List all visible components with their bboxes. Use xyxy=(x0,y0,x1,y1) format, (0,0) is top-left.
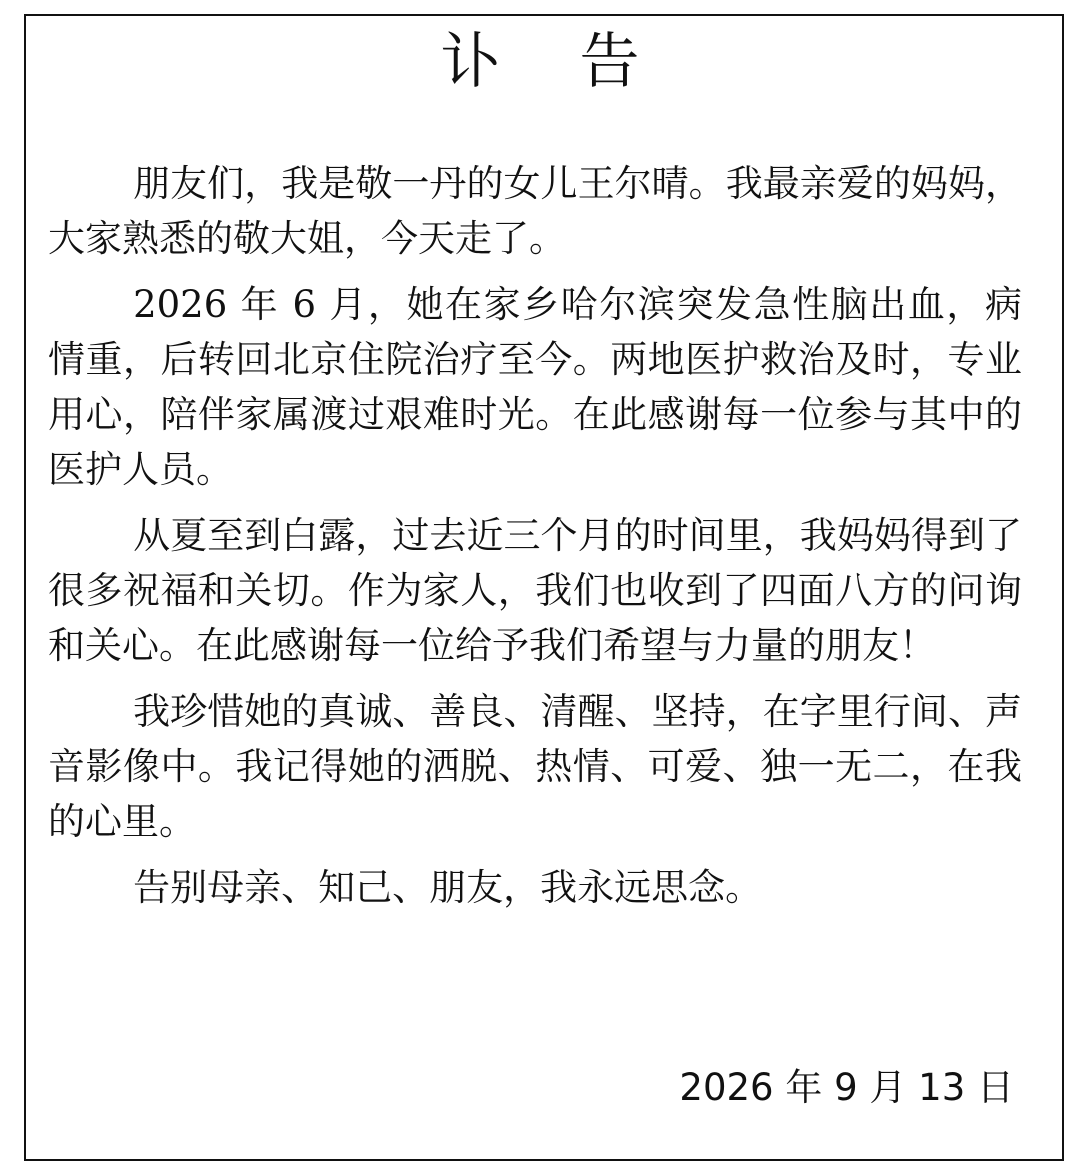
paragraph-illness: 2026 年 6 月，她在家乡哈尔滨突发急性脑出血，病情重，后转回北京住院治疗至今。两地医护救治及时，专业用心，陪伴家属渡过艰难时光。在此感谢每一位参与其中的医护人员。 xyxy=(48,283,1022,491)
notice-body xyxy=(48,156,1022,926)
paragraph-announcement: 朋友们，我是敬一丹的女儿王尔晴。我最亲爱的妈妈，大家熟悉的敬大姐，今天走了。 xyxy=(48,162,1022,260)
paragraph-gratitude: 从夏至到白露，过去近三个月的时间里，我妈妈得到了很多祝福和关切。作为家人，我们也收到了四面八方的问询和关心。在此感谢每一位给予我们希望与力量的朋友！ xyxy=(48,514,1022,667)
notice-title: 讣 告 xyxy=(440,27,670,97)
paragraph-remembrance: 我珍惜她的真诚、善良、清醒、坚持，在字里行间、声音影像中。我记得她的洒脱、热情、可爱、独一无二，在我的心里。 xyxy=(48,690,1022,843)
paragraph-farewell: 告别母亲、知己、朋友，我永远思念。 xyxy=(133,866,763,909)
notice-date: 2026 年 9 月 13 日 xyxy=(679,1066,1014,1109)
